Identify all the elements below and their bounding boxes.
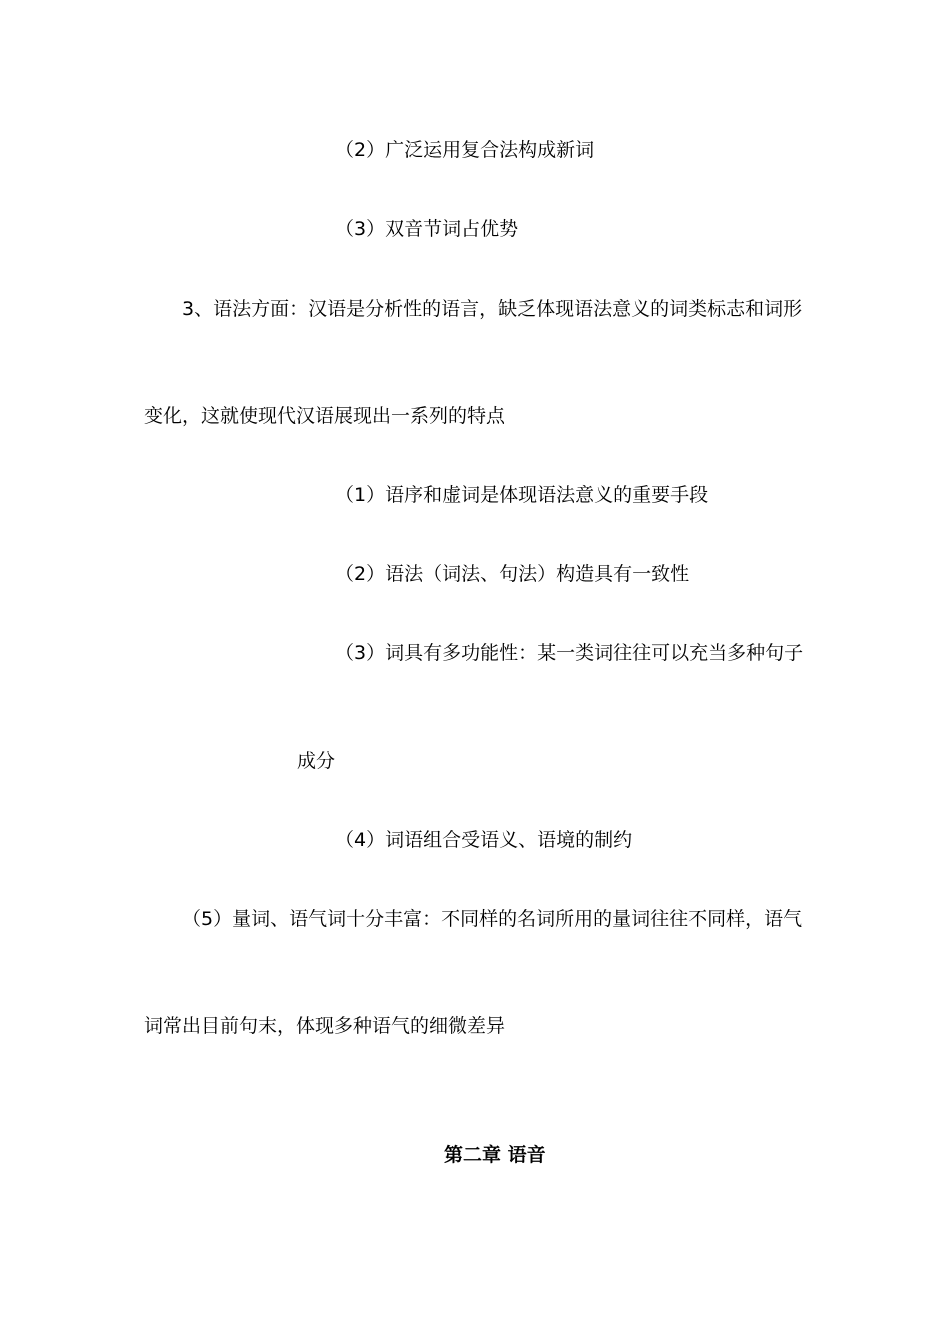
list-item-classifiers: （5）量词、语气词十分丰富：不同样的名词所用的量词往往不同样，语气 — [182, 908, 803, 930]
chapter-title: 第二章 语音 — [444, 1144, 546, 1166]
list-item-disyllabic: （3）双音节词占优势 — [335, 218, 519, 240]
list-item-structure: （2）语法（词法、句法）构造具有一致性 — [335, 563, 690, 585]
list-item-classifiers-continued: 词常出目前句末，体现多种语气的细微差异 — [144, 1015, 506, 1037]
paragraph-grammar-continued: 变化，这就使现代汉语展现出一系列的特点 — [144, 405, 506, 427]
list-item-multifunction-continued: 成分 — [297, 750, 336, 772]
list-item-word-order: （1）语序和虚词是体现语法意义的重要手段 — [335, 484, 709, 506]
list-item-compound-words: （2）广泛运用复合法构成新词 — [335, 139, 595, 161]
list-item-constraints: （4）词语组合受语义、语境的制约 — [335, 829, 633, 851]
paragraph-grammar: 3、语法方面：汉语是分析性的语言，缺乏体现语法意义的词类标志和词形 — [182, 298, 803, 320]
list-item-multifunction: （3）词具有多功能性：某一类词往往可以充当多种句子 — [335, 642, 804, 664]
